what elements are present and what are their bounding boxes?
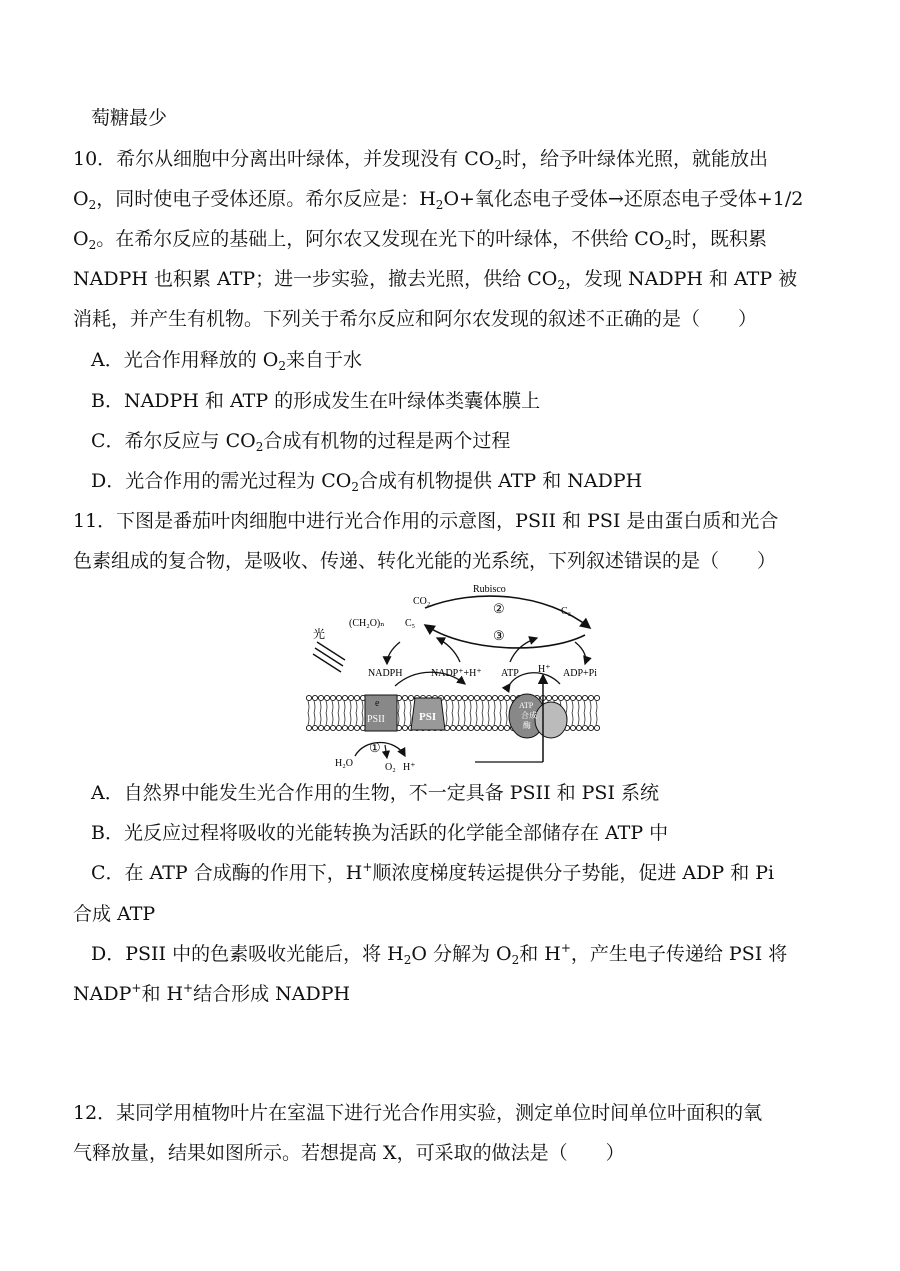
lipid-tail [308,713,309,725]
lipid-tail [350,713,351,725]
lipid-tail [404,713,405,725]
svg-text:酶: 酶 [523,721,531,730]
lipid-tail [326,713,327,725]
q10-option-c[interactable]: C．希尔反应与 $CO_2$合成有机物的过程是两个过程 [91,430,511,454]
lipid-tail [332,701,333,713]
lipid-head [474,725,479,730]
lipid-tail [398,701,399,713]
svg-text:合成: 合成 [521,711,537,720]
lipid-head [504,725,509,730]
lipid-tail [578,713,579,725]
lipid-head [348,725,353,730]
lipid-head [330,725,335,730]
lipid-tail [410,713,411,725]
lipid-tail [590,701,591,713]
lipid-tail [572,701,573,713]
lipid-head [402,725,407,730]
q10-stem-line1: 10．希尔从细胞中分离出叶绿体，并发现没有 $CO_2$时，给予叶绿体光照，就能放出 [73,148,768,172]
lipid-head [492,725,497,730]
q11-option-b[interactable]: B．光反应过程将吸收的光能转换为活跃的化学能全部储存在 ATP 中 [91,822,669,844]
lipid-tail [356,701,357,713]
lipid-tail [584,701,585,713]
lipid-tail [500,713,501,725]
q11-option-c[interactable]: C．在 ATP 合成酶的作用下，H+顺浓度梯度转运提供分子势能，促进 ADP 和 Pi [91,860,775,884]
lipid-tail [314,701,315,713]
light-ray [313,654,341,672]
lipid-tail [404,701,405,713]
lipid-tail [506,701,507,713]
lipid-head [546,695,551,700]
lipid-tail [362,701,363,713]
lipid-head [324,695,329,700]
lipid-tail [344,713,345,725]
lipid-head [462,695,467,700]
lipid-tail [338,701,339,713]
q11-option-d[interactable]: D．PSII 中的色素吸收光能后，将 $H_2O$ 分解为 $O_2$和 H+，产生电子传递给 PSI 将 [91,941,788,967]
electron-label: e [375,698,380,709]
prev-question-tail: 萄糖最少 [91,107,168,129]
lipid-head [498,695,503,700]
lipid-head [306,695,311,700]
light-ray [317,642,345,660]
lipid-tail [464,701,465,713]
nadph-arrow [387,642,400,664]
lipid-tail [452,713,453,725]
lipid-tail [446,701,447,713]
h-bottom-label: H⁺ [403,762,416,773]
lipid-head [318,695,323,700]
nadp-arrow [437,638,460,662]
psii-complex [365,695,397,731]
lipid-head [408,695,413,700]
lipid-head [444,695,449,700]
lipid-tail [596,701,597,713]
lipid-head [330,695,335,700]
lipid-tail [470,701,471,713]
lipid-tail [476,713,477,725]
lipid-head [486,725,491,730]
light-ray [315,648,343,666]
lipid-tail [344,701,345,713]
lipid-head [576,725,581,730]
adp-arrow [575,642,586,664]
lipid-head [456,725,461,730]
c5-label: C₅ [405,618,416,629]
lipid-head [588,725,593,730]
lipid-tail [446,713,447,725]
lipid-head [594,725,599,730]
nadp-label: NADP⁺+H⁺ [431,668,482,679]
lipid-tail [332,713,333,725]
rubisco-label: Rubisco [473,584,506,595]
co2-label: CO₂ [413,596,431,607]
q11-option-c-cont: 合成 ATP [73,903,156,925]
lipid-tail [338,713,339,725]
ch2o-label: (CH₂O)ₙ [349,618,385,629]
lipid-tail [308,701,309,713]
psii-label: PSII [367,714,385,725]
lipid-head [306,725,311,730]
lipid-tail [590,713,591,725]
lipid-head [570,695,575,700]
lipid-head [456,695,461,700]
lipid-head [402,695,407,700]
lipid-head [342,695,347,700]
hplus-label: H⁺ [538,664,551,675]
lipid-tail [494,701,495,713]
adp-label: ADP+Pi [563,668,597,679]
atp-arrow [510,638,537,662]
lipid-tail [326,701,327,713]
lipid-head [462,725,467,730]
lipid-head [492,695,497,700]
lipid-head [480,725,485,730]
q11-stem-line1: 11．下图是番茄叶肉细胞中进行光合作用的示意图，PSII 和 PSI 是由蛋白质和光合 [73,510,779,532]
lipid-tail [362,713,363,725]
lipid-head [468,695,473,700]
lipid-head [576,695,581,700]
lipid-tail [596,713,597,725]
lipid-tail [494,713,495,725]
lipid-tail [458,701,459,713]
step-1-marker: ① [369,740,381,755]
q10-stem-line5: 消耗，并产生有机物。下列关于希尔反应和阿尔农发现的叙述不正确的是（ ） [73,308,758,330]
lipid-tail [572,713,573,725]
lipid-tail [398,713,399,725]
lipid-head [336,725,341,730]
lipid-tail [482,713,483,725]
c3-label: C₃ [561,606,572,617]
q10-stem-line4: NADPH 也积累 ATP；进一步实验，撤去光照，供给 $CO_2$，发现 NADPH 和 ATP 被 [73,268,798,292]
h2o-label: H₂O [335,758,353,769]
lipid-tail [578,701,579,713]
lipid-tail [320,713,321,725]
lipid-head [582,725,587,730]
o2-label: O₂ [385,762,396,773]
lipid-head [588,695,593,700]
q10-option-b[interactable]: B．NADPH 和 ATP 的形成发生在叶绿体类囊体膜上 [91,390,541,412]
lipid-head [342,725,347,730]
q11-option-d-cont: NADP+和 H+结合形成 NADPH [73,981,351,1005]
q12-stem-line2: 气释放量，结果如图所示。若想提高 X，可采取的做法是（ ） [73,1142,625,1164]
q10-option-a[interactable]: A．光合作用释放的 $O_2$来自于水 [91,349,362,373]
lipid-head [582,695,587,700]
q12-stem-line1: 12．某同学用植物叶片在室温下进行光合作用实验，测定单位时间单位叶面积的氧 [73,1102,763,1124]
q10-stem-line2: $O_2$，同时使电子受体还原。希尔反应是：$H_2O+$氧化态电子受体→还原态电子受体+1/2 [73,188,804,212]
lipid-tail [350,701,351,713]
lipid-tail [410,701,411,713]
lipid-tail [464,713,465,725]
light-label: 光 [313,627,326,641]
lipid-tail [500,701,501,713]
lipid-tail [584,713,585,725]
lipid-tail [488,713,489,725]
q11-stem-line2: 色素组成的复合物，是吸收、传递、转化光能的光系统，下列叙述错误的是（ ） [73,550,777,572]
lipid-head [354,725,359,730]
lipid-tail [470,713,471,725]
lipid-tail [482,701,483,713]
lipid-head [468,725,473,730]
lipid-tail [314,713,315,725]
lipid-head [486,695,491,700]
lipid-head [318,725,323,730]
lipid-tail [476,701,477,713]
lipid-head [324,725,329,730]
lipid-head [354,695,359,700]
calvin-arc-bottom [425,625,585,648]
lipid-tail [452,701,453,713]
step-2-marker: ② [493,601,505,616]
lipid-head [552,695,557,700]
lipid-head [450,695,455,700]
atp-synthase-label: ATP [519,701,534,710]
lipid-head [564,695,569,700]
lipid-head [504,695,509,700]
lipid-tail [506,713,507,725]
q11-option-a[interactable]: A．自然界中能发生光合作用的生物，不一定具备 PSII 和 PSI 系统 [91,782,659,804]
lipid-tail [488,701,489,713]
lipid-head [312,695,317,700]
lipid-head [474,695,479,700]
lipid-head [498,725,503,730]
lipid-head [348,695,353,700]
lipid-head [558,695,563,700]
q10-option-d[interactable]: D．光合作用的需光过程为 $CO_2$合成有机物提供 ATP 和 NADPH [91,470,643,494]
lipid-tail [356,713,357,725]
psi-label: PSI [419,711,437,723]
atp-label: ATP [501,668,519,679]
photosynthesis-diagram [305,580,605,775]
lipid-head [336,695,341,700]
lipid-tail [320,701,321,713]
lipid-head [570,725,575,730]
lipid-tail [566,701,567,713]
lipid-head [450,725,455,730]
lipid-head [594,695,599,700]
lipid-head [480,695,485,700]
lipid-head [312,725,317,730]
lipid-tail [458,713,459,725]
q10-stem-line3: $O_2$。在希尔反应的基础上，阿尔农又发现在光下的叶绿体，不供给 $CO_2$时，既积累 [73,228,768,252]
nadph-label: NADPH [368,668,403,679]
step-3-marker: ③ [493,628,505,643]
